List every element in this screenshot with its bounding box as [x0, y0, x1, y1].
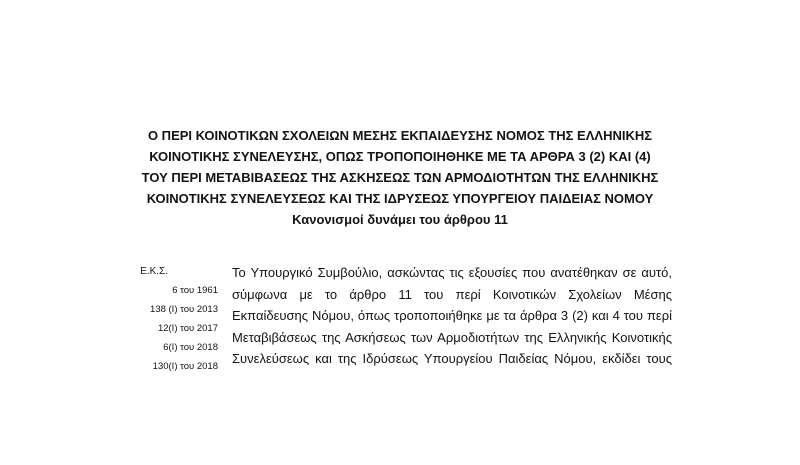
margin-note-eks: Ε.Κ.Σ. [140, 266, 168, 277]
body-line: Συνελεύσεως και της Ιδρύσεως Υπουργείου Παιδείας Νόμου, εκδίδει τους [232, 351, 672, 366]
subtitle: Κανονισμοί δυνάμει του άρθρου 11 [292, 212, 508, 227]
body-line: Μεταβιβάσεως της Ασκήσεως των Αρμοδιοτήτων της Ελληνικής Κοινοτικής [232, 329, 672, 345]
margin-note: 130(Ι) του 2018 [152, 361, 218, 372]
margin-note: 6 του 1961 [172, 285, 218, 296]
margin-note: 12(Ι) του 2017 [157, 323, 218, 334]
document-title [0, 125, 800, 230]
title-line: ΚΟΙΝΟΤΙΚΗΣ ΣΥΝΕΛΕΥΣΗΣ, ΟΠΩΣ ΤΡΟΠΟΠΟΙΗΘΗΚΕ ΜΕ ΤΑ ΑΡΘΡΑ 3 (2) ΚΑΙ (4) [149, 149, 651, 164]
title-line: ΚΟΙΝΟΤΙΚΗΣ ΣΥΝΕΛΕΥΣΕΩΣ ΚΑΙ ΤΗΣ ΙΔΡΥΣΕΩΣ ΥΠΟΥΡΓΕΙΟΥ ΠΑΙΔΕΙΑΣ ΝΟΜΟΥ [146, 191, 654, 206]
body-line: σύμφωνα με το άρθρο 11 του περί Κοινοτικών Σχολείων Μέσης [232, 286, 672, 302]
margin-notes [120, 262, 218, 376]
title-line: ΤΟΥ ΠΕΡΙ ΜΕΤΑΒΙΒΑΣΕΩΣ ΤΗΣ ΑΣΚΗΣΕΩΣ ΤΩΝ ΑΡΜΟΔΙΟΤΗΤΩΝ ΤΗΣ ΕΛΛΗΝΙΚΗΣ [141, 170, 659, 185]
title-line: Ο ΠΕΡΙ ΚΟΙΝΟΤΙΚΩΝ ΣΧΟΛΕΙΩΝ ΜΕΣΗΣ ΕΚΠΑΙΔΕΥΣΗΣ ΝΟΜΟΣ ΤΗΣ ΕΛΛΗΝΙΚΗΣ [147, 128, 653, 143]
body-line: Το Υπουργικό Συμβούλιο, ασκώντας τις εξουσίες που ανατέθηκαν σε αυτό, [232, 265, 672, 280]
body-line: Εκπαίδευσης Νόμου, όπως τροποποιήθηκε με τα άρθρα 3 (2) και 4 του περί [232, 308, 672, 323]
margin-note: 6(Ι) του 2018 [163, 342, 218, 353]
body-paragraph [232, 262, 672, 370]
margin-note: 138 (Ι) του 2013 [150, 304, 218, 315]
